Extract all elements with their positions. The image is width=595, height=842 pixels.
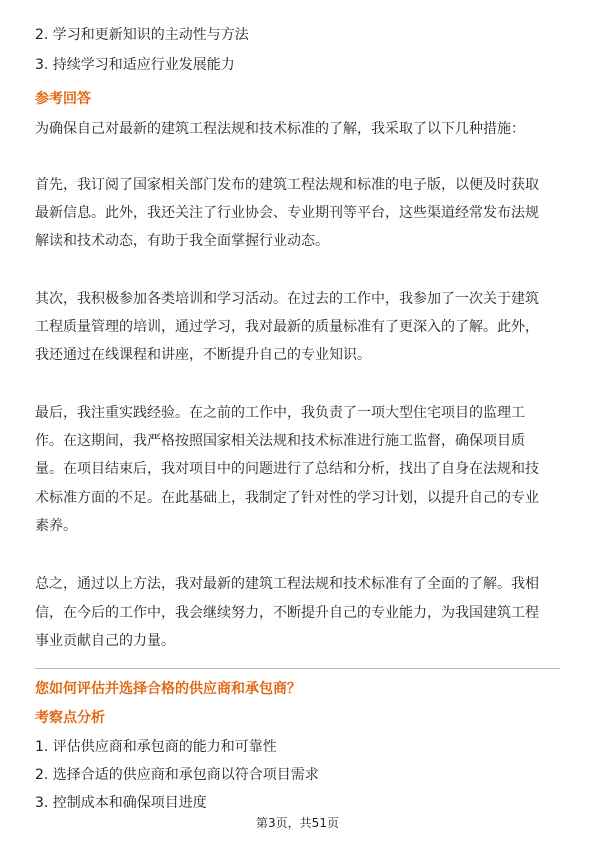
paragraph-line: 最新信息。此外，我还关注了行业协会、专业期刊等平台，这些渠道经常发布法规 <box>35 205 539 221</box>
list-item: 1. 评估供应商和承包商的能力和可靠性 <box>35 739 277 755</box>
paragraph-line: 最后，我注重实践经验。在之前的工作中，我负责了一项大型住宅项目的监理工 <box>35 405 525 421</box>
section-divider <box>35 668 560 669</box>
analysis-heading: 考察点分析 <box>35 710 105 726</box>
paragraph-line: 总之，通过以上方法，我对最新的建筑工程法规和技术标准有了全面的了解。我相 <box>35 576 539 592</box>
paragraph-line: 术标准方面的不足。在此基础上，我制定了针对性的学习计划，以提升自己的专业 <box>35 490 539 506</box>
page-number: 第3页，共51页 <box>256 816 339 830</box>
list-item: 2. 学习和更新知识的主动性与方法 <box>35 27 249 43</box>
paragraph-line: 信，在今后的工作中，我会继续努力，不断提升自己的专业能力，为我国建筑工程 <box>35 605 539 621</box>
list-item: 3. 控制成本和确保项目进度 <box>35 795 207 811</box>
paragraph-line: 解读和技术动态，有助于我全面掌握行业动态。 <box>35 233 329 249</box>
paragraph-line: 作。在这期间，我严格按照国家相关法规和技术标准进行施工监督，确保项目质 <box>35 433 525 449</box>
paragraph-line: 工程质量管理的培训，通过学习，我对最新的质量标准有了更深入的了解。此外， <box>35 319 539 335</box>
paragraph-line: 我还通过在线课程和讲座，不断提升自己的专业知识。 <box>35 347 371 363</box>
list-item: 2. 选择合适的供应商和承包商以符合项目需求 <box>35 767 319 783</box>
paragraph-line: 其次，我积极参加各类培训和学习活动。在过去的工作中，我参加了一次关于建筑 <box>35 291 539 307</box>
answer-heading: 参考回答 <box>35 91 91 107</box>
question-heading: 您如何评估并选择合格的供应商和承包商？ <box>35 681 301 697</box>
paragraph-line: 首先，我订阅了国家相关部门发布的建筑工程法规和标准的电子版，以便及时获取 <box>35 177 539 193</box>
paragraph-line: 事业贡献自己的力量。 <box>35 633 175 649</box>
paragraph-line: 为确保自己对最新的建筑工程法规和技术标准的了解，我采取了以下几种措施： <box>35 121 525 137</box>
paragraph-line: 量。在项目结束后，我对项目中的问题进行了总结和分析，找出了自身在法规和技 <box>35 461 539 477</box>
list-item: 3. 持续学习和适应行业发展能力 <box>35 57 235 73</box>
paragraph-line: 素养。 <box>35 518 77 534</box>
